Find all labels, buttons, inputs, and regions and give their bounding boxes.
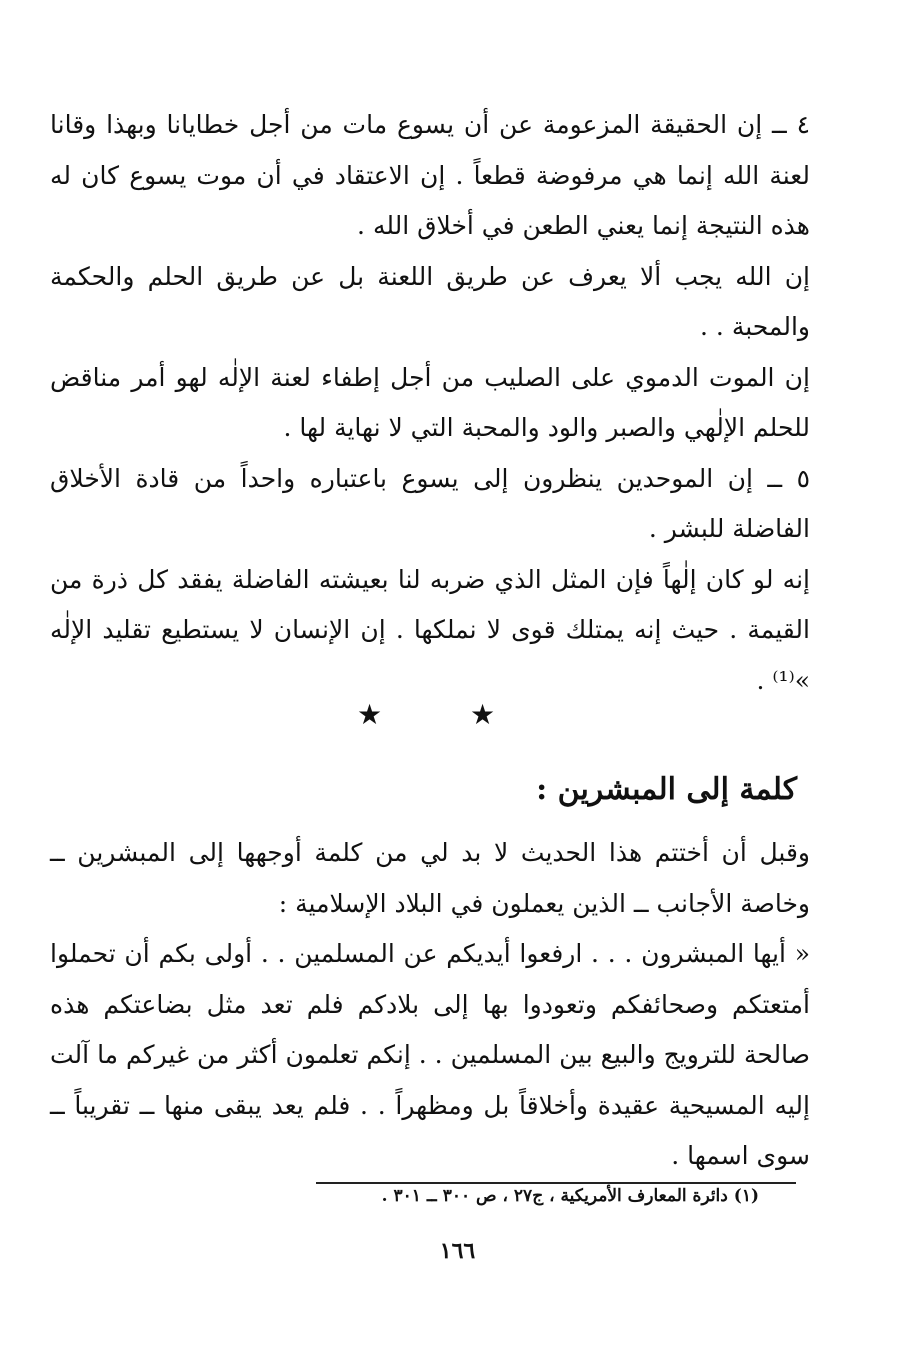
body-text-top	[50, 100, 810, 706]
body-text-bottom	[50, 828, 810, 1182]
footnote-divider	[316, 1182, 796, 1184]
section-heading: كلمة إلى المبشرين :	[536, 772, 797, 807]
paragraph: ٤ ــ إن الحقيقة المزعومة عن أن يسوع مات من أجل خطايانا وبهذا وقانا لعنة الله إنما هي مرفوضة قطعاً . إن الاعتقاد في أن موت يسوع كان له هذه النتيجة إنما يعني الطعن في أخلاق الله .	[50, 110, 810, 240]
paragraph: وقبل أن أختتم هذا الحديث لا بد لي من كلمة أوجهها إلى المبشرين ــ وخاصة الأجانب ــ الذين يعملون في البلاد الإسلامية :	[50, 838, 810, 918]
paragraph: « أيها المبشرون . . . ارفعوا أيديكم عن المسلمين . . أولى بكم أن تحملوا أمتعتكم وصحائفكم وتعودوا بها إلى بلادكم فلم تعد مثل بضاعتكم هذه صالحة للترويج والبيع بين المسلمين . . إنكم تعلمون أكثر من غيركم ما آلت إليه المسيحية عقيدة وأخلاقاً بل ومظهراً . . فلم يعد يبقى منها ــ تقريباً ــ سوى اسمها .	[50, 939, 810, 1170]
paragraph: إن الله يجب ألا يعرف عن طريق اللعنة بل عن طريق الحلم والحكمة والمحبة . .	[50, 261, 810, 341]
star-icon: ★	[470, 698, 496, 731]
footnote: (١) دائرة المعارف الأمريكية ، ج٢٧ ، ص ٣٠٠ ــ ٣٠١ .	[381, 1186, 759, 1206]
paragraph: ٥ ــ إن الموحدين ينظرون إلى يسوع باعتباره واحداً من قادة الأخلاق الفاضلة للبشر .	[50, 463, 810, 543]
page-number: ١٦٦	[439, 1238, 476, 1264]
paragraph: إنه لو كان إلٰهاً فإن المثل الذي ضربه لنا بعيشته الفاضلة يفقد كل ذرة من القيمة . حيث إنه يمتلك قوى لا نملكها . إن الإنسان لا يستطيع تقليد الإلٰه »⁽¹⁾ .	[50, 564, 810, 695]
star-icon: ★	[357, 698, 383, 731]
paragraph: إن الموت الدموي على الصليب من أجل إطفاء لعنة الإلٰه لهو أمر مناقض للحلم الإلٰهي والصبر والود والمحبة التي لا نهاية لها .	[50, 362, 810, 442]
section-separator	[0, 698, 915, 748]
